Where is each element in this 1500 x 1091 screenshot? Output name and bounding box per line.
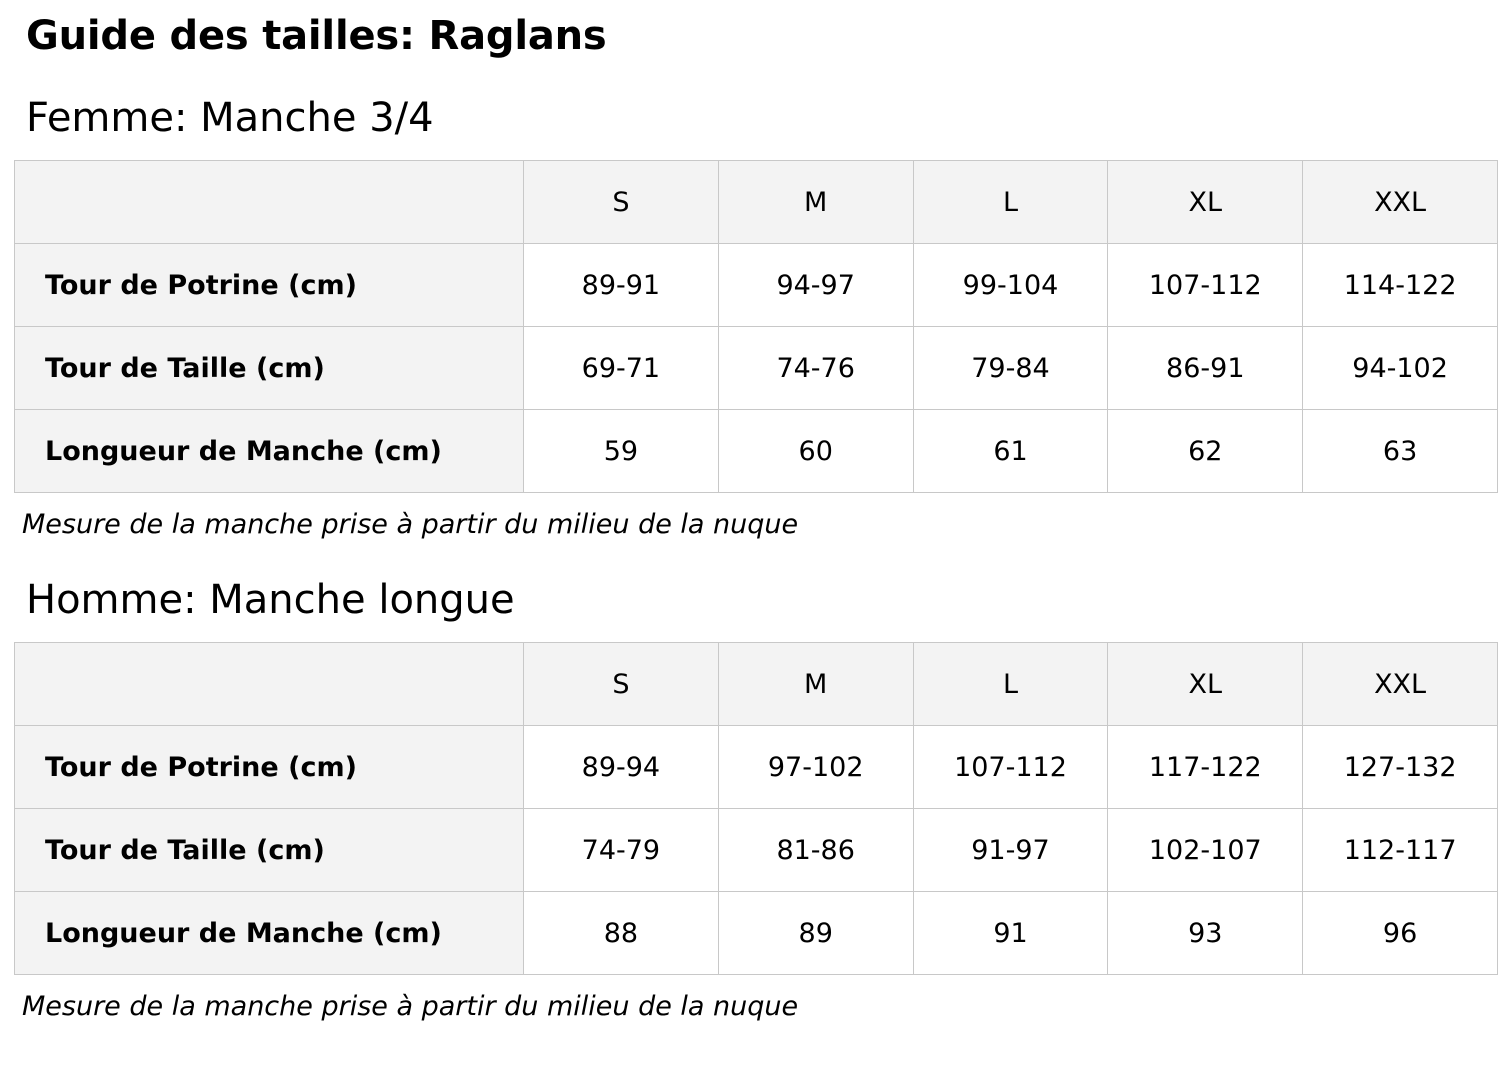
row-label: Tour de Taille (cm) — [15, 327, 524, 410]
cell-value: 112-117 — [1303, 809, 1498, 892]
size-table-women — [14, 160, 1498, 493]
cell-value: 59 — [524, 410, 719, 493]
table-header-row — [15, 643, 1498, 726]
cell-value: 91-97 — [913, 809, 1108, 892]
table-row — [15, 809, 1498, 892]
size-section-men — [8, 576, 1492, 1024]
cell-value: 74-76 — [718, 327, 913, 410]
cell-value: 63 — [1303, 410, 1498, 493]
row-label: Longueur de Manche (cm) — [15, 410, 524, 493]
column-header-m: M — [718, 643, 913, 726]
cell-value: 114-122 — [1303, 244, 1498, 327]
column-header-xl: XL — [1108, 161, 1303, 244]
cell-value: 96 — [1303, 892, 1498, 975]
cell-value: 74-79 — [524, 809, 719, 892]
cell-value: 97-102 — [718, 726, 913, 809]
column-header-l: L — [913, 161, 1108, 244]
column-header-m: M — [718, 161, 913, 244]
cell-value: 79-84 — [913, 327, 1108, 410]
table-row — [15, 244, 1498, 327]
section-heading: Homme: Manche longue — [26, 577, 515, 624]
table-row — [15, 726, 1498, 809]
column-header-blank — [15, 643, 524, 726]
cell-value: 62 — [1108, 410, 1303, 493]
table-header-row — [15, 161, 1498, 244]
table-body — [15, 726, 1498, 975]
section-heading: Femme: Manche 3/4 — [26, 95, 434, 141]
table-header — [15, 161, 1498, 244]
table-row — [15, 892, 1498, 975]
row-label: Tour de Taille (cm) — [15, 809, 524, 892]
column-header-xl: XL — [1108, 643, 1303, 726]
cell-value: 107-112 — [1108, 244, 1303, 327]
column-header-s: S — [524, 643, 719, 726]
column-header-s: S — [524, 161, 719, 244]
column-header-xxl: XXL — [1303, 643, 1498, 726]
measurement-note: Mesure de la manche prise à partir du milieu de la nuque — [22, 991, 799, 1023]
cell-value: 127-132 — [1303, 726, 1498, 809]
cell-value: 117-122 — [1108, 726, 1303, 809]
size-table-men — [14, 642, 1498, 975]
cell-value: 91 — [913, 892, 1108, 975]
column-header-l: L — [913, 643, 1108, 726]
cell-value: 93 — [1108, 892, 1303, 975]
cell-value: 81-86 — [718, 809, 913, 892]
cell-value: 60 — [718, 410, 913, 493]
cell-value: 94-102 — [1303, 327, 1498, 410]
cell-value: 89-91 — [524, 244, 719, 327]
measurement-note: Mesure de la manche prise à partir du milieu de la nuque — [22, 509, 799, 540]
cell-value: 94-97 — [718, 244, 913, 327]
table-body — [15, 244, 1498, 493]
column-header-xxl: XXL — [1303, 161, 1498, 244]
row-label: Tour de Potrine (cm) — [15, 726, 524, 809]
cell-value: 107-112 — [913, 726, 1108, 809]
size-section-women — [8, 94, 1492, 542]
table-header — [15, 643, 1498, 726]
cell-value: 102-107 — [1108, 809, 1303, 892]
cell-value: 89 — [718, 892, 913, 975]
cell-value: 89-94 — [524, 726, 719, 809]
page-title: Guide des tailles: Raglans — [26, 13, 607, 59]
table-row — [15, 410, 1498, 493]
cell-value: 69-71 — [524, 327, 719, 410]
column-header-blank — [15, 161, 524, 244]
cell-value: 88 — [524, 892, 719, 975]
row-label: Longueur de Manche (cm) — [15, 892, 524, 975]
cell-value: 61 — [913, 410, 1108, 493]
row-label: Tour de Potrine (cm) — [15, 244, 524, 327]
table-row — [15, 327, 1498, 410]
cell-value: 86-91 — [1108, 327, 1303, 410]
cell-value: 99-104 — [913, 244, 1108, 327]
